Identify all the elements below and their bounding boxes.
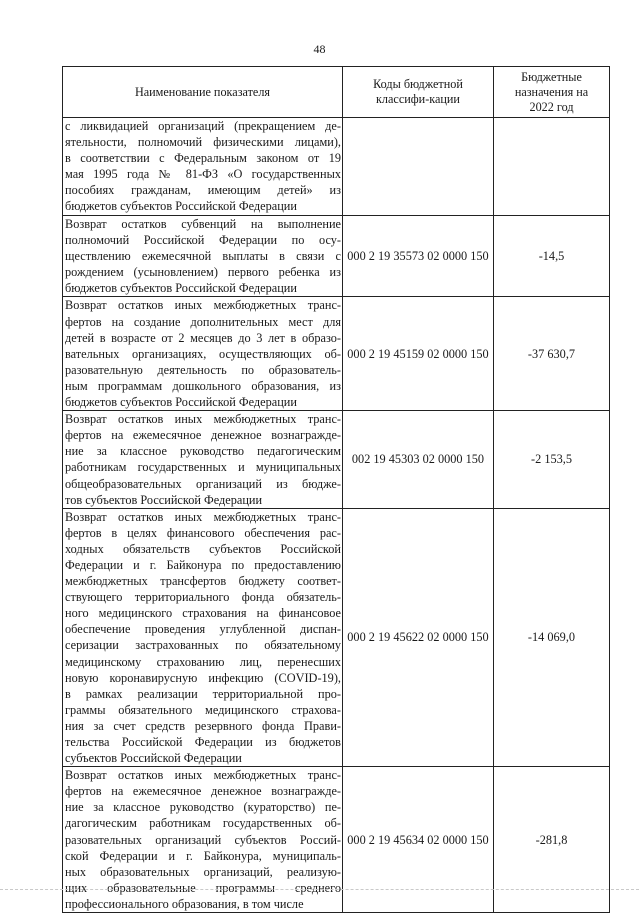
indicator-name-line: общеобразовательных организаций из бюдже-	[65, 476, 341, 491]
table-row	[63, 118, 610, 216]
indicator-name-line: медицинскому страхованию лиц, перенесших	[65, 654, 341, 669]
indicator-name-line: бюджетов субъектов Российской Федерации	[65, 395, 297, 410]
indicator-name-line: ствующего территориального фонда обязатель-	[65, 590, 341, 605]
table-row	[63, 411, 610, 509]
header-code-text: Коды бюджетной классифи-кации	[373, 77, 463, 106]
header-amount	[494, 67, 610, 118]
indicator-name-line: субъектов Российской Федерации	[65, 751, 242, 766]
indicator-name	[63, 118, 343, 216]
indicator-name-line: работникам государственных и муниципальных	[65, 460, 341, 475]
indicator-name-line: детей в возрасте от 2 месяцев до 3 лет в образо-	[65, 330, 341, 345]
indicator-name	[63, 411, 343, 509]
indicator-name-line: бюджетов субъектов Российской Федерации	[65, 281, 297, 296]
indicator-name-line: ской Федерации и г. Байконура, муниципаль-	[65, 848, 341, 863]
indicator-name-line: фертов в целях финансового обеспечения рас-	[65, 525, 341, 540]
table-row	[63, 508, 610, 767]
header-amount-text: Бюджетные назначения на 2022 год	[514, 69, 589, 114]
budget-amount: -14,5	[494, 216, 610, 297]
indicator-name-line: рождением (усыновлением) первого ребенка из	[65, 265, 341, 280]
indicator-name-line: Возврат остатков иных межбюджетных транс-	[65, 509, 341, 524]
indicator-name-line: пособиях гражданам, имеющим детей» из	[65, 183, 341, 198]
budget-code	[343, 118, 494, 216]
indicator-name-line: вательных организациях, осуществляющих об-	[65, 346, 341, 361]
table-row	[63, 297, 610, 411]
indicator-name	[63, 767, 343, 913]
indicator-name-line: Федерации и г. Байконура по предоставлению	[65, 557, 341, 572]
indicator-name-line: ятельности, полномочий физическими лицами),	[65, 135, 341, 150]
table-row	[63, 216, 610, 297]
indicator-name-line: ного медицинского страхования на финансовое	[65, 606, 341, 621]
indicator-name-line: Возврат остатков иных межбюджетных транс-	[65, 298, 341, 313]
indicator-name-line: разовательных организаций субъектов Россий-	[65, 832, 341, 847]
indicator-name-line: Возврат остатков субвенций на выполнение	[65, 217, 341, 231]
budget-table	[62, 66, 610, 913]
indicator-name-line: полномочий Российской Федерации по осу-	[65, 233, 341, 248]
indicator-name-line: разовательную деятельность по образователь-	[65, 362, 341, 377]
indicator-name-line: ние за классное руководство (кураторство) пе-	[65, 800, 341, 815]
indicator-name-line: фертов на создание дополнительных мест для	[65, 314, 341, 329]
indicator-name-line: Возврат остатков иных межбюджетных транс-	[65, 412, 341, 427]
indicator-name-line: бюджетов субъектов Российской Федерации	[65, 199, 297, 214]
indicator-name-line: щих образовательные программы среднего	[65, 880, 341, 895]
indicator-name-line: ние за классное руководство педагогическим	[65, 444, 341, 459]
indicator-name-line: с ликвидацией организаций (прекращением де-	[65, 119, 341, 133]
budget-code: 002 19 45303 02 0000 150	[343, 411, 494, 509]
table-row	[63, 767, 610, 913]
indicator-name-line: серизации застрахованных по обязательному	[65, 638, 341, 653]
header-code	[343, 67, 494, 118]
budget-amount	[494, 118, 610, 216]
budget-amount: -281,8	[494, 767, 610, 913]
budget-amount: -14 069,0	[494, 508, 610, 767]
indicator-name-line: фертов на ежемесячное денежное вознагражде-	[65, 784, 341, 799]
indicator-name-line: ществлению ежемесячной выплаты в связи с	[65, 249, 341, 264]
indicator-name-line: граммы обязательного медицинского страхова-	[65, 702, 341, 717]
indicator-name	[63, 508, 343, 767]
indicator-name-line: профессионального образования, в том числе	[65, 896, 304, 911]
indicator-name-line: обеспечение проведения углубленной диспан-	[65, 622, 341, 637]
budget-code: 000 2 19 45634 02 0000 150	[343, 767, 494, 913]
page-bottom-rule	[0, 889, 639, 890]
budget-amount: -2 153,5	[494, 411, 610, 509]
indicator-name-line: мая 1995 года № 81-ФЗ «О государственных	[65, 167, 341, 182]
budget-code: 000 2 19 45622 02 0000 150	[343, 508, 494, 767]
header-name: Наименование показателя	[63, 67, 343, 118]
table-header-row	[63, 67, 610, 118]
indicator-name-line: ния за счет средств резервного фонда Прави-	[65, 718, 341, 733]
indicator-name-line: тов субъектов Российской Федерации	[65, 492, 263, 507]
indicator-name-line: ных образовательных организаций, реализую-	[65, 864, 341, 879]
indicator-name-line: ходных обязательств субъектов Российской	[65, 541, 341, 556]
indicator-name-line: в соответствии с Федеральным законом от 19	[65, 151, 341, 166]
budget-table-container	[62, 66, 610, 913]
indicator-name	[63, 297, 343, 411]
indicator-name-line: Возврат остатков иных межбюджетных транс-	[65, 768, 341, 783]
indicator-name-line: тельства Российской Федерации из бюджетов	[65, 735, 341, 749]
indicator-name-line: дагогическим работникам государственных об-	[65, 816, 341, 831]
indicator-name-line: ным программам дошкольного образования, из	[65, 378, 341, 393]
indicator-name-line: фертов на ежемесячное денежное вознагражде-	[65, 428, 341, 443]
indicator-name	[63, 216, 343, 297]
budget-code: 000 2 19 35573 02 0000 150	[343, 216, 494, 297]
budget-code: 000 2 19 45159 02 0000 150	[343, 297, 494, 411]
page-number: 48	[313, 42, 326, 56]
indicator-name-line: в рамках реализации территориальной про-	[65, 686, 341, 701]
indicator-name-line: новую коронавирусную инфекцию (COVID-19),	[65, 670, 341, 685]
budget-amount: -37 630,7	[494, 297, 610, 411]
indicator-name-line: межбюджетных трансфертов бюджету соответ-	[65, 574, 341, 589]
